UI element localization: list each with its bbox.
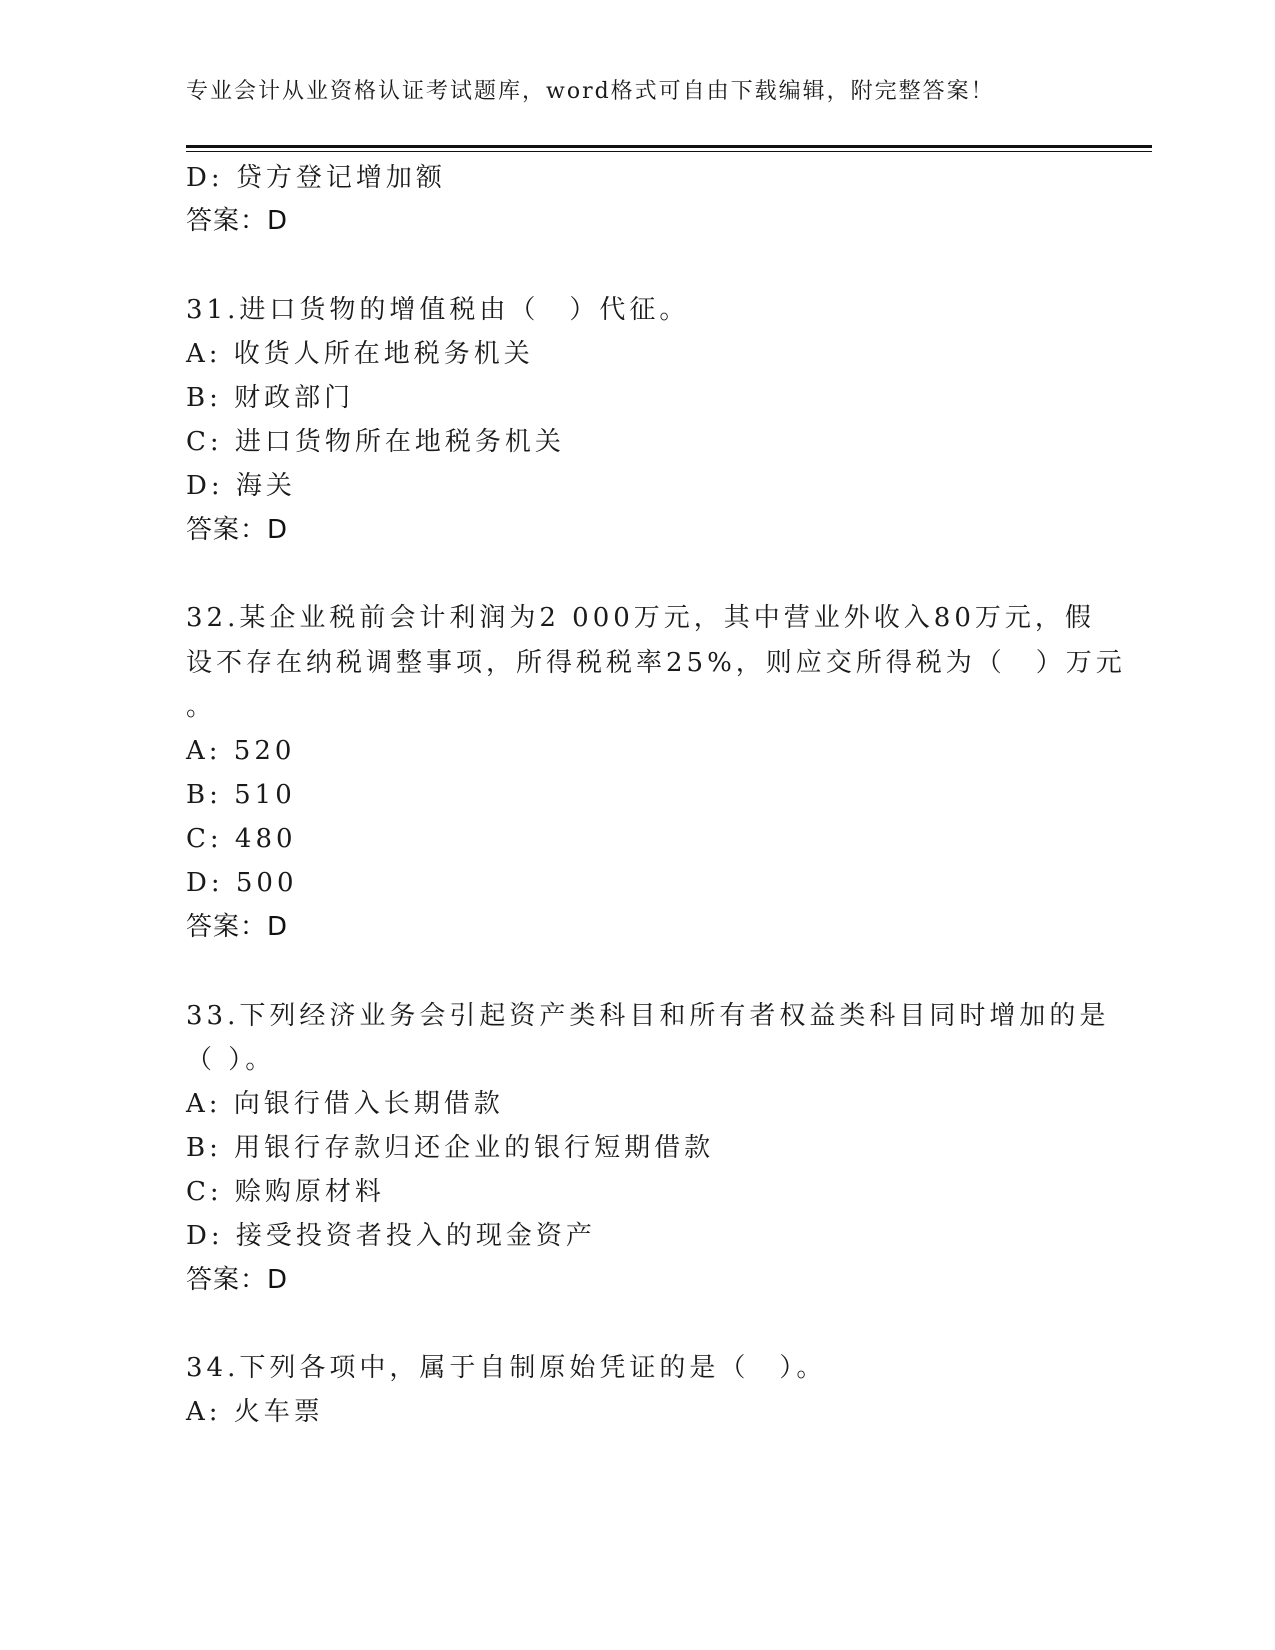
q33-answer: 答案：D [186,1265,289,1295]
q31-stem: 31.进口货物的增值税由（ ）代征。 [186,295,690,325]
q34-stem: 34.下列各项中，属于自制原始凭证的是（ ）。 [186,1353,827,1383]
q32-option-d: D: 500 [186,868,298,898]
q30-option-d: D: 贷方登记增加额 [186,163,446,193]
header-rule-thin [186,151,1152,152]
q33-option-c: C: 赊购原材料 [186,1177,385,1207]
q30-answer: 答案：D [186,206,289,236]
q33-stem-line2: （ ）。 [186,1045,276,1075]
q31-option-d: D: 海关 [186,471,296,501]
q31-answer: 答案：D [186,515,289,545]
q33-option-d: D: 接受投资者投入的现金资产 [186,1221,596,1251]
header-rule-thick [186,145,1152,148]
q32-stem-line2: 设不存在纳税调整事项，所得税税率25%，则应交所得税为（ ）万元 [186,648,1126,678]
q32-answer: 答案：D [186,912,289,942]
q31-option-a: A: 收货人所在地税务机关 [186,339,534,369]
q32-option-b: B: 510 [186,780,296,810]
q34-option-a: A: 火车票 [186,1397,324,1427]
q33-option-b: B: 用银行存款归还企业的银行短期借款 [186,1133,715,1163]
q31-option-c: C: 进口货物所在地税务机关 [186,427,565,457]
q32-stem-line1: 32.某企业税前会计利润为2 000万元，其中营业外收入80万元，假 [186,603,1095,633]
q33-option-a: A: 向银行借入长期借款 [186,1089,504,1119]
q33-stem-line1: 33.下列经济业务会引起资产类科目和所有者权益类科目同时增加的是 [186,1001,1110,1031]
q31-option-b: B: 财政部门 [186,383,355,413]
page-header: 专业会计从业资格认证考试题库，word格式可自由下载编辑，附完整答案！ [186,79,995,104]
q32-stem-line3: 。 [186,692,217,722]
q32-option-c: C: 480 [186,824,297,854]
q32-option-a: A: 520 [186,736,296,766]
